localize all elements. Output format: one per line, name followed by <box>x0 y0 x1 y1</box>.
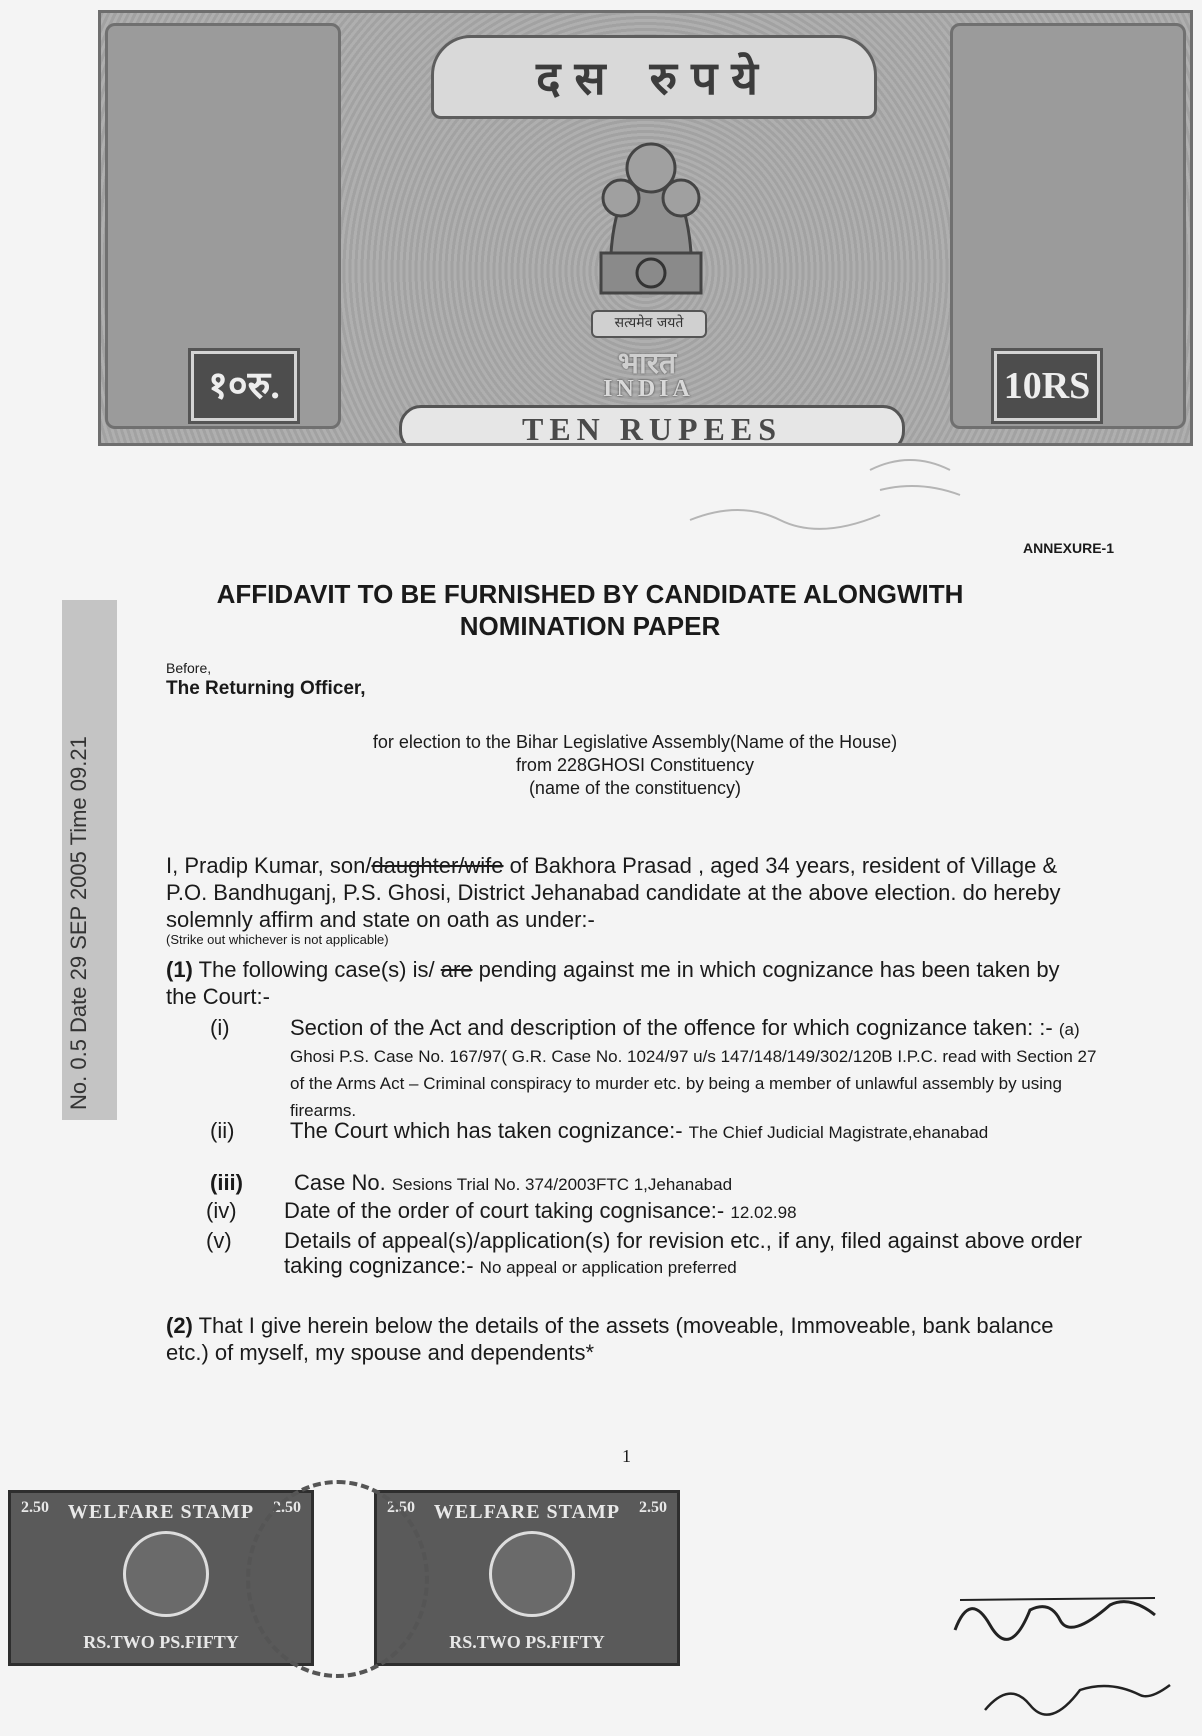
stamp-bottom-text: RS.TWO PS.FIFTY <box>449 1632 605 1652</box>
item-number: (ii) <box>210 1118 235 1143</box>
election-line-2: from 228GHOSI Constituency <box>515 755 755 775</box>
title-line-2: NOMINATION PAPER <box>459 611 721 641</box>
section-1-heading <box>166 956 1086 1010</box>
item-number: (v) <box>206 1228 232 1253</box>
hindi-value-banner: दस रुपये <box>431 35 877 119</box>
item-value: (a) Ghosi P.S. Case No. 167/97( G.R. Case No. 1024/97 u/s 147/148/149/302/120B I.P.C. read with Section 27 of the Arms Act – Criminal conspiracy to murder etc. by being a member of unlawful assembly by using firearms. <box>290 1020 1097 1120</box>
item-value: 12.02.98 <box>730 1203 797 1222</box>
item-value: Sesions Trial No. 374/2003FTC 1,Jehanabad <box>391 1175 733 1194</box>
stamp-bottom-text: RS.TWO PS.FIFTY <box>83 1632 239 1652</box>
section-1-struck: are <box>440 957 473 982</box>
stamp-paper-header <box>98 10 1193 446</box>
pencil-notes <box>680 440 1000 550</box>
candidate-signature <box>940 1570 1180 1730</box>
section-1-text-b: pending against me in which cognizance has been taken by the Court:- <box>166 957 1060 1009</box>
before-label: Before, <box>166 660 212 676</box>
lion-capital-emblem <box>571 123 731 313</box>
section-1-text-a: The following case(s) is/ <box>198 957 441 982</box>
item-label: Section of the Act and description of the offence for which cognizance taken: :- <box>290 1015 1059 1040</box>
section-2-number: (2) <box>166 1313 193 1338</box>
stamp-title: WELFARE STAMP <box>433 1501 621 1523</box>
document-title <box>150 578 1030 642</box>
filing-stamp <box>62 600 117 1120</box>
page-number: 1 <box>622 1446 631 1466</box>
title-line-1: AFFIDAVIT TO BE FURNISHED BY CANDIDATE ALONGWITH <box>216 579 964 609</box>
intro-paragraph <box>166 852 1086 947</box>
stamp-value-right: 2.50 <box>273 1499 301 1516</box>
bar-council-seal-icon <box>489 1531 575 1617</box>
election-line-3: (name of the constituency) <box>528 778 742 798</box>
ten-rupees-banner: TEN RUPEES <box>399 405 905 446</box>
stamp-value-left: 2.50 <box>21 1499 49 1516</box>
bharat-label: भारत <box>617 346 677 381</box>
item-value: No appeal or application preferred <box>479 1258 737 1277</box>
value-left-box: १०रु. <box>191 351 297 421</box>
struck-text: daughter/wife <box>371 853 504 878</box>
section-2-paragraph <box>166 1312 1086 1366</box>
item-label: The Court which has taken cognizance:- <box>290 1118 689 1143</box>
item-label: Details of appeal(s)/application(s) for revision etc., if any, filed against above order taking cognizance:- <box>284 1228 1083 1278</box>
stamp-title: WELFARE STAMP <box>67 1501 255 1523</box>
item-number: (iv) <box>206 1198 237 1223</box>
item-number: (iii) <box>210 1170 243 1195</box>
filing-stamp-text: No. 0.5 Date 29 SEP 2005 Time 09.21 <box>66 736 91 1110</box>
intro-part-2: of Bakhora Prasad , aged 34 years, resident of Village & P.O. Bandhuganj, P.S. Ghosi, District Jehanabad candidate at the above election. do hereby solemnly affirm and state on oath as under:- <box>166 853 1061 932</box>
item-label: Date of the order of court taking cognisance:- <box>284 1198 731 1223</box>
list-item <box>210 1015 1110 1120</box>
item-value: The Chief Judicial Magistrate,ehanabad <box>688 1123 989 1142</box>
section-1-number: (1) <box>166 957 193 982</box>
item-label: Case No. <box>294 1170 392 1195</box>
annexure-label: ANNEXURE-1 <box>1022 540 1114 556</box>
list-item <box>206 1198 1106 1224</box>
bar-council-seal-icon <box>123 1531 209 1617</box>
list-item <box>210 1118 1110 1168</box>
stamp-value-right: 2.50 <box>639 1499 667 1516</box>
strike-note: (Strike out whichever is not applicable) <box>166 932 389 947</box>
item-number: (i) <box>210 1015 230 1040</box>
intro-part-1: I, Pradip Kumar, son/ <box>166 853 372 878</box>
value-right-box: 10RS <box>994 351 1100 421</box>
returning-officer: The Returning Officer, <box>166 678 366 699</box>
india-label: INDIA <box>603 376 694 402</box>
list-item <box>210 1170 1110 1196</box>
election-line-1: for election to the Bihar Legislative Assembly(Name of the House) <box>372 732 898 752</box>
list-item <box>206 1228 1106 1280</box>
section-2-text: That I give herein below the details of the assets (moveable, Immoveable, bank balance etc.) of myself, my spouse and dependents* <box>166 1313 1054 1365</box>
stamp-value-left: 2.50 <box>387 1499 415 1516</box>
motto-label: सत्यमेव जयते <box>591 310 707 338</box>
round-office-seal <box>246 1480 429 1678</box>
